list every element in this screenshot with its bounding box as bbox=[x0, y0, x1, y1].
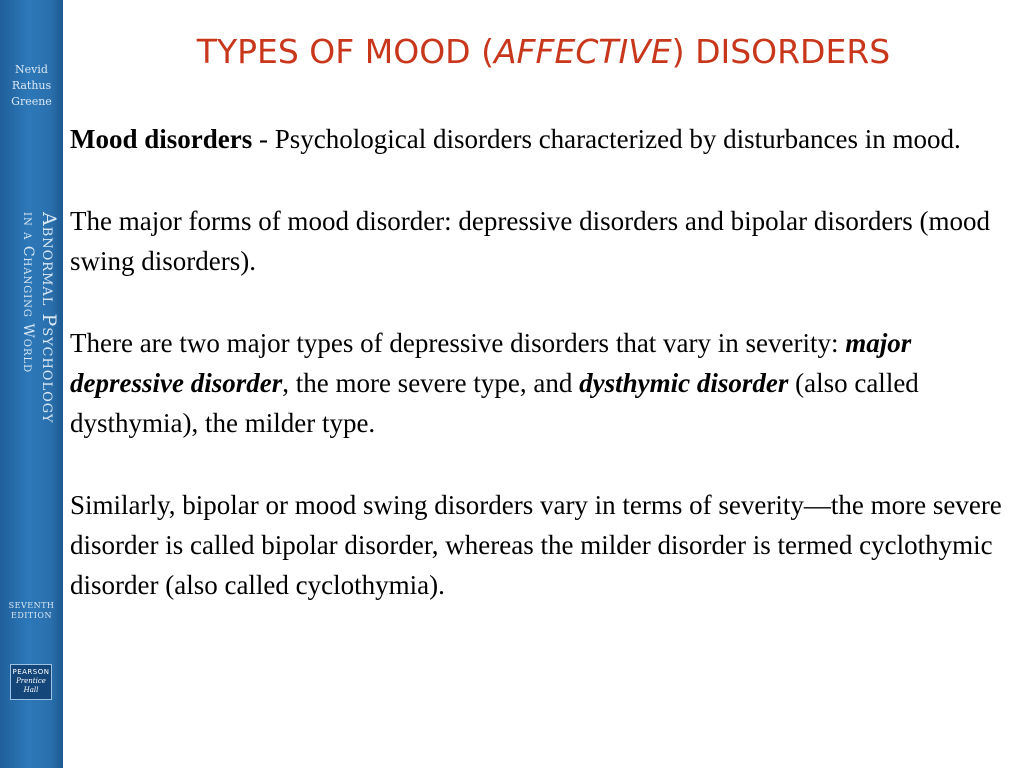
slide-body bbox=[70, 119, 1010, 605]
slide-title-italic: AFFECTIVE bbox=[493, 32, 672, 71]
spine-title-sub: in a Changing World bbox=[20, 212, 36, 374]
spine-edition-line: SEVENTH bbox=[8, 601, 55, 610]
term-major-depressive-disorder: major depressive disorder bbox=[70, 328, 912, 398]
paragraph-depressive-types bbox=[70, 323, 1010, 443]
definition-text: - Psychological disorders characterized by disturbances in mood. bbox=[252, 124, 961, 154]
spine-edition-line: EDITION bbox=[11, 611, 52, 620]
spine-edition bbox=[0, 601, 63, 621]
spine-title bbox=[2, 212, 62, 512]
depressive-text: , the more severe type, and bbox=[282, 368, 580, 398]
depressive-text: There are two major types of depressive disorders that vary in severity: bbox=[70, 328, 846, 358]
book-spine bbox=[0, 0, 63, 768]
spine-authors bbox=[0, 62, 63, 110]
spine-author: Greene bbox=[11, 95, 52, 108]
paragraph-definition bbox=[70, 119, 1010, 159]
depressive-text: (also called dysthymia), the milder type. bbox=[70, 368, 919, 438]
slide-title bbox=[63, 30, 1024, 74]
spine-title-main: Abnormal Psychology bbox=[38, 212, 60, 424]
term-mood-disorders: Mood disorders bbox=[70, 124, 253, 154]
paragraph-major-forms bbox=[70, 201, 1010, 281]
publisher-logo bbox=[10, 664, 52, 700]
spine-author: Rathus bbox=[11, 79, 52, 92]
bipolar-text: Similarly, bipolar or mood swing disorders vary in terms of severity—the more severe disorder is called bipolar disorder, whereas the milder disorder is termed cyclothymic disorder (also called cyclothymia). bbox=[70, 490, 1002, 600]
publisher-name: PEARSON bbox=[12, 668, 50, 676]
slide-title-part: TYPES OF MOOD ( bbox=[196, 32, 494, 71]
spine-author: Nevid bbox=[15, 63, 48, 76]
publisher-imprint: Prentice Hall bbox=[16, 677, 46, 694]
major-forms-text: The major forms of mood disorder: depressive disorders and bipolar disorders (mood swing disorders). bbox=[70, 206, 991, 276]
slide-title-part: ) DISORDERS bbox=[671, 32, 891, 71]
paragraph-bipolar bbox=[70, 485, 1010, 605]
term-dysthymic-disorder: dysthymic disorder bbox=[579, 368, 789, 398]
